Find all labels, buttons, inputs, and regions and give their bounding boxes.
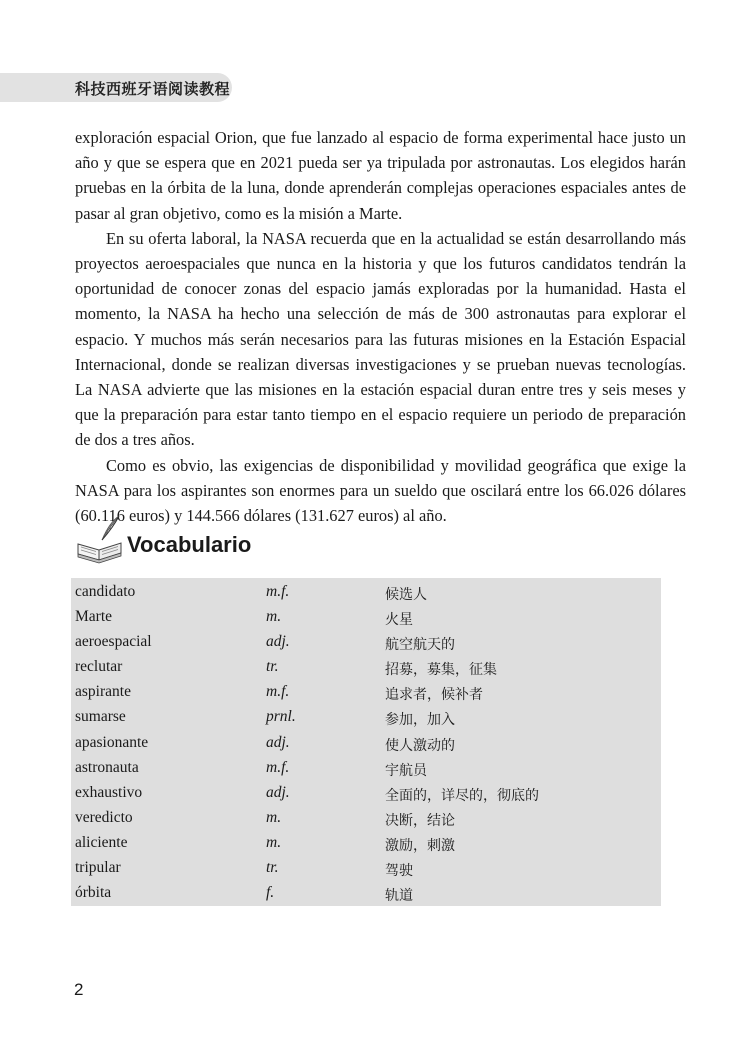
book-quill-icon bbox=[75, 514, 125, 564]
vocab-part-of-speech: adj. bbox=[266, 633, 290, 651]
article-body bbox=[75, 125, 686, 528]
vocab-meaning: 激励，刺激 bbox=[385, 837, 455, 854]
vocab-part-of-speech: adj. bbox=[266, 783, 290, 801]
page-number: 2 bbox=[74, 980, 84, 999]
vocab-word: órbita bbox=[75, 884, 112, 902]
vocabulary-row bbox=[71, 656, 661, 681]
vocab-part-of-speech: tr. bbox=[266, 859, 279, 877]
book-title: 科技西班牙语阅读教程 bbox=[75, 80, 231, 98]
vocabulary-row bbox=[71, 681, 661, 706]
vocab-meaning: 火星 bbox=[385, 612, 413, 629]
vocab-word: sumarse bbox=[75, 708, 126, 726]
vocabulary-row bbox=[71, 606, 661, 631]
vocab-meaning: 追求者，候补者 bbox=[385, 687, 483, 704]
vocabulary-row bbox=[71, 882, 661, 907]
vocabulary-row bbox=[71, 581, 661, 606]
vocabulary-row bbox=[71, 782, 661, 807]
vocab-part-of-speech: m. bbox=[266, 808, 282, 826]
vocab-part-of-speech: m.f. bbox=[266, 758, 290, 776]
paragraph: Como es obvio, las exigencias de disponibilidad y movilidad geográfica que exige la NASA para los aspirantes son enormes para un sueldo que oscilará entre los 66.026 dólares (60.116 euros) y 144.566 dólares (131.627 euros) al año. bbox=[75, 455, 686, 526]
vocab-part-of-speech: prnl. bbox=[266, 708, 296, 726]
vocab-word: astronauta bbox=[75, 758, 139, 776]
vocab-part-of-speech: m.f. bbox=[266, 683, 290, 701]
vocab-word: candidato bbox=[75, 583, 136, 600]
vocabulary-row bbox=[71, 706, 661, 731]
vocab-meaning: 招募，募集，征集 bbox=[385, 662, 497, 679]
vocabulary-row bbox=[71, 631, 661, 656]
vocab-word: reclutar bbox=[75, 658, 123, 676]
vocab-meaning: 参加，加入 bbox=[385, 712, 455, 729]
vocab-word: exhaustivo bbox=[75, 783, 143, 801]
vocab-meaning: 宇航员 bbox=[385, 762, 427, 779]
vocab-meaning: 使人激动的 bbox=[385, 737, 455, 754]
vocab-part-of-speech: adj. bbox=[266, 733, 290, 751]
vocab-meaning: 航空航天的 bbox=[385, 637, 455, 654]
vocab-part-of-speech: m. bbox=[266, 608, 282, 626]
vocabulary-table bbox=[71, 578, 661, 906]
vocabulary-title: Vocabulario bbox=[127, 532, 252, 557]
vocab-part-of-speech: m.f. bbox=[266, 583, 290, 600]
vocabulary-heading bbox=[75, 514, 375, 564]
paragraph: exploración espacial Orion, que fue lanzado al espacio de forma experimental hace justo un año y que se espera que en 2021 pueda ser ya tripulada por astronautas. Los elegidos harán pruebas en la órbita de la luna, donde aprenderán complejas operaciones espaciales antes de pasar al gran objetivo, como es la misión a Marte. bbox=[75, 128, 686, 223]
vocab-word: veredicto bbox=[75, 808, 133, 826]
vocab-meaning: 驾驶 bbox=[385, 863, 413, 880]
vocab-word: aliciente bbox=[75, 833, 128, 851]
vocab-part-of-speech: tr. bbox=[266, 658, 279, 676]
vocab-part-of-speech: f. bbox=[266, 884, 275, 902]
vocabulary-row bbox=[71, 732, 661, 757]
vocab-word: aeroespacial bbox=[75, 633, 152, 651]
vocabulary-row bbox=[71, 807, 661, 832]
vocab-meaning: 全面的，详尽的，彻底的 bbox=[385, 787, 539, 804]
vocab-part-of-speech: m. bbox=[266, 833, 282, 851]
vocabulary-row bbox=[71, 832, 661, 857]
vocab-meaning: 轨道 bbox=[385, 888, 413, 905]
vocab-word: tripular bbox=[75, 859, 121, 877]
vocab-meaning: 候选人 bbox=[385, 587, 427, 603]
paragraph: En su oferta laboral, la NASA recuerda que en la actualidad se están desarrollando más proyectos aeroespaciales que nunca en la historia y que los futuros candidatos tendrán la oportunidad de conocer zonas del espacio jamás exploradas por la humanidad. Hasta el momento, la NASA ha hecho una selección de más de 300 astronautas para explorar el espacio. Y muchos más serán necesarios para las futuras misiones en la Estación Espacial Internacional, donde se realizan diversas investigaciones y se prueban nuevas tecnologías. La NASA advierte que las misiones en la estación espacial duran entre tres y seis meses y que la preparación para estar tanto tiempo en el espacio requiere un periodo de preparación de dos a tres años. bbox=[75, 228, 686, 450]
vocabulary-row bbox=[71, 857, 661, 882]
vocab-meaning: 决断，结论 bbox=[385, 812, 455, 829]
vocab-word: Marte bbox=[75, 608, 113, 626]
vocabulary-row bbox=[71, 757, 661, 782]
vocab-word: apasionante bbox=[75, 733, 149, 751]
vocab-word: aspirante bbox=[75, 683, 131, 701]
